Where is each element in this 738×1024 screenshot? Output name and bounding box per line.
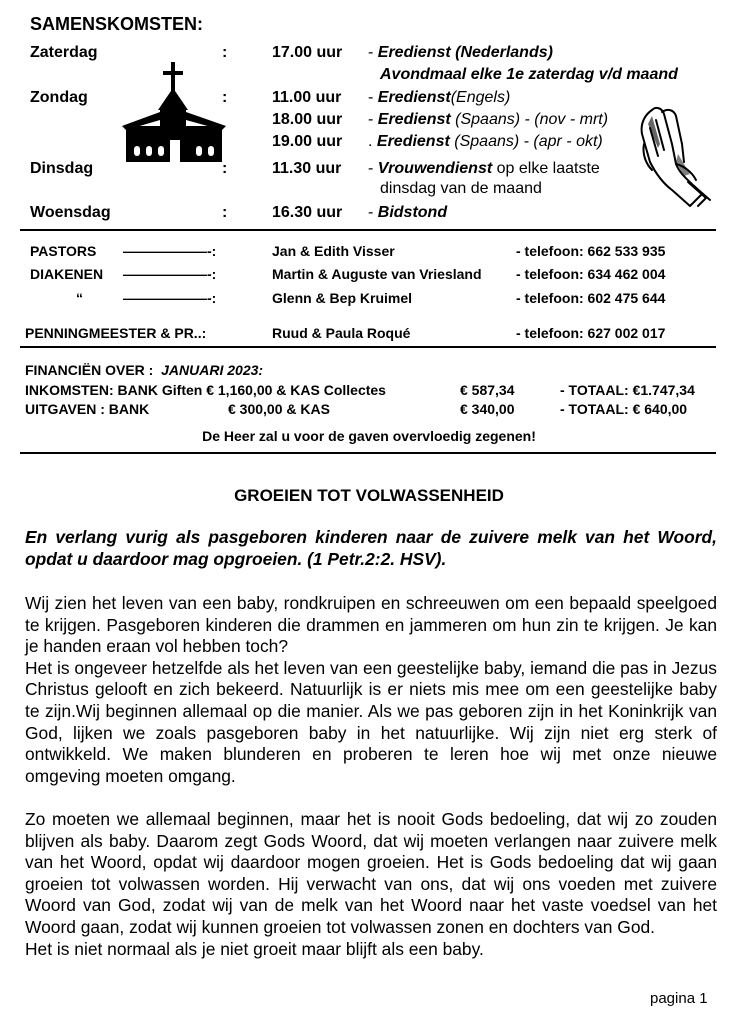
contact-name: Ruud & Paula Roqué [272, 325, 411, 341]
dash: - [368, 89, 378, 106]
contact-phone: - telefoon: 627 002 017 [516, 325, 666, 341]
service-time: 17.00 uur [272, 44, 343, 61]
colon: : [222, 204, 228, 221]
service-time: 16.30 uur [272, 204, 343, 221]
service-desc [368, 44, 553, 62]
dash: - [368, 44, 378, 61]
service-name: Eredienst (Nederlands) [377, 44, 553, 61]
day-label: Dinsdag [30, 160, 94, 177]
service-language: (Spaans) - (nov - mrt) [455, 111, 609, 128]
service-desc [368, 204, 447, 222]
service-name: Vrouwendienst [377, 160, 493, 177]
page-number: pagina 1 [650, 990, 708, 1007]
dash: - [368, 160, 378, 177]
service-language: (Engels) [450, 89, 511, 106]
expense-total: - TOTAAL: € 640,00 [560, 401, 688, 417]
dash: . [368, 133, 377, 150]
finance-period: JANUARI 2023: [161, 362, 264, 378]
contact-role: DIAKENEN [30, 266, 104, 282]
contact-phone: - telefoon: 662 533 935 [516, 243, 666, 259]
expense-bank: € 300,00 & KAS [228, 401, 330, 417]
divider [20, 452, 716, 454]
service-time: 11.00 uur [272, 89, 342, 106]
dash: - [368, 204, 378, 221]
service-desc [368, 111, 608, 129]
contact-phone: - telefoon: 602 475 644 [516, 290, 666, 306]
divider [20, 229, 716, 231]
praying-hands-icon [632, 104, 714, 208]
contact-role: PASTORS [30, 243, 97, 259]
income-kas: € 587,34 [460, 382, 515, 398]
blessing: De Heer zal u voor de gaven overvloedig zegenen! [202, 428, 536, 444]
expense-kas: € 340,00 [460, 401, 515, 417]
contact-dashes: ——————-: [123, 243, 217, 259]
income-label: INKOMSTEN: BANK Giften € 1,160,00 & KAS Collectes [25, 382, 386, 398]
service-time: 11.30 uur [272, 160, 342, 177]
contact-dashes: ——————-: [123, 290, 217, 306]
colon: : [222, 89, 228, 106]
paragraph: Het is niet normaal als je niet groeit maar blijft als een baby. [25, 938, 484, 959]
divider [20, 346, 716, 348]
day-label: Zaterdag [30, 44, 98, 61]
colon: : [222, 44, 228, 61]
paragraph: Zo moeten we allemaal beginnen, maar het is nooit Gods bedoeling, dat wij zo zouden blijven als baby. Daarom zegt Gods Woord, dat wij moeten verlangen naar zuivere melk van het Woord, opdat wij daardoor mogen groeien. Het is Gods bedoeling dat wij gaan groeien tot volwassen worden. Hij verwacht van ons, dat wij ons voeden met zuivere Woord van God, zodat wij van de melk van het Woord naar het vaste voedsel van het Woord gaan, zodat wij kunnen groeien tot volwassen zonen en dochters van God. [25, 808, 717, 937]
article-body [25, 593, 717, 960]
day-label: Woensdag [30, 204, 111, 221]
service-name: Eredienst [377, 89, 451, 106]
service-time: 19.00 uur [272, 133, 343, 150]
service-note: dinsdag van de maand [380, 180, 542, 197]
contact-role: “ [76, 290, 83, 306]
service-note: Avondmaal elke 1e zaterdag v/d maand [380, 66, 678, 83]
contact-phone: - telefoon: 634 462 004 [516, 266, 666, 282]
finance-label: FINANCIËN OVER : [25, 362, 154, 378]
finance-heading [25, 362, 263, 378]
article-lead-verse: En verlang vurig als pasgeboren kinderen naar de zuivere melk van het Woord, opdat u daardoor mag opgroeien. (1 Petr.2:2. HSV). [25, 527, 717, 569]
service-language: (Spaans) - (apr - okt) [454, 133, 603, 150]
contact-name: Martin & Auguste van Vriesland [272, 266, 482, 282]
contact-name: Jan & Edith Visser [272, 243, 395, 259]
paragraph: Wij zien het leven van een baby, rondkruipen en schreeuwen om een bepaald speelgoed te krijgen. Pasgeboren kinderen die drammen en jammeren om hun zin te krijgen. Je kan je handen eraan vol hebben toch? [25, 593, 717, 657]
service-desc [368, 89, 510, 107]
service-time: 18.00 uur [272, 111, 343, 128]
contact-name: Glenn & Bep Kruimel [272, 290, 413, 306]
service-desc [368, 160, 600, 178]
contact-role: PENNINGMEESTER & PR..: [25, 325, 207, 341]
service-note: op elke laatste [492, 160, 600, 177]
income-total: - TOTAAL: €1.747,34 [560, 382, 695, 398]
contact-dashes: ——————-: [123, 266, 217, 282]
section-title: SAMENSKOMSTEN: [30, 14, 204, 34]
service-name: Bidstond [377, 204, 448, 221]
paragraph: Het is ongeveer hetzelfde als het leven van een geestelijke baby, iemand die pas in Jezus Christus gelooft en zich bekeerd. Natuurlijk is er niets mis mee om een geestelijke baby te zijn.Wij beginnen allemaal op die manier. Als we pas geboren zijn in het Koninkrijk van God, lijken we zoals pasgeboren baby in het natuurlijke. Wij zijn niet erg sterk of ontwikkeld. We maken blunderen en proberen te leren hoe wij met onze nieuwe omgeving moeten omgang. [25, 657, 717, 786]
expense-label: UITGAVEN : BANK [25, 401, 150, 417]
article-title: GROEIEN TOT VOLWASSENHEID [234, 486, 504, 505]
service-name: Eredienst [376, 133, 450, 150]
service-desc [368, 133, 603, 151]
dash: - [368, 111, 378, 128]
service-name: Eredienst [377, 111, 451, 128]
day-label: Zondag [30, 89, 88, 106]
church-icon [118, 60, 230, 172]
colon: : [222, 160, 228, 177]
